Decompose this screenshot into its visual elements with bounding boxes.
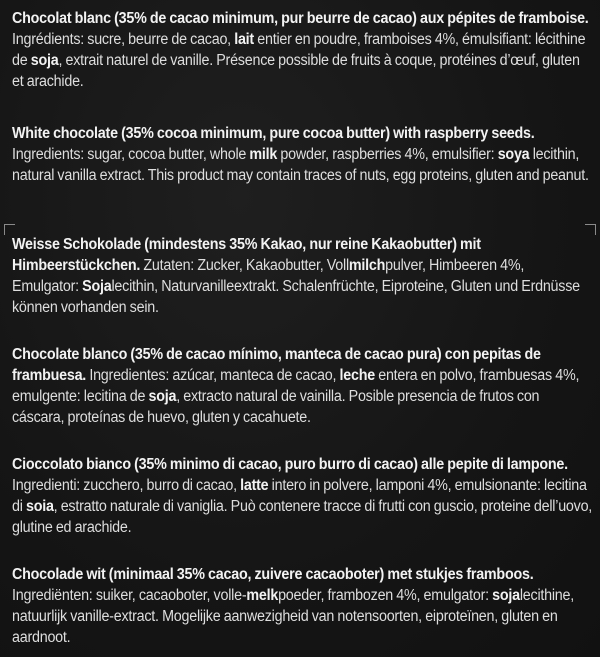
ingredients-nl-part1: Ingrediënten: suiker, cacaoboter, volle- bbox=[12, 587, 247, 604]
allergen-soy-de: Soja bbox=[82, 278, 112, 295]
allergen-milk-de: milch bbox=[348, 257, 386, 274]
block-spanish bbox=[12, 344, 592, 428]
allergen-milk-it: latte bbox=[240, 477, 269, 494]
product-name-it: Cioccolato bianco (35% minimo di cacao, puro burro di cacao) alle pepite di lampone. bbox=[12, 456, 568, 473]
allergen-milk-fr: lait bbox=[234, 31, 254, 48]
ingredients-en-part2: powder, raspberries 4%, emulsifier: bbox=[277, 146, 498, 163]
ingredients-it-part1: Ingredienti: zucchero, burro di cacao, bbox=[12, 477, 241, 494]
allergen-soy-it: soia bbox=[25, 498, 54, 515]
ingredients-nl-part3: lecithine, natuurlijk vanille-extract. Mogelijke aanwezigheid van notensoorten, eiproteïnen, gluten en aardnoot. bbox=[12, 587, 575, 646]
ingredients-fr-part3: , extrait naturel de vanille. Présence possible de fruits à coque, protéines d’œuf, gluten et arachide. bbox=[12, 52, 580, 90]
allergen-milk-en: milk bbox=[249, 146, 278, 163]
ingredients-de-part1: Zutaten: Zucker, Kakaobutter, Voll bbox=[140, 257, 349, 274]
ingredients-fr-part1: Ingrédients: sucre, beurre de cacao, bbox=[12, 31, 235, 48]
product-name-en: White chocolate (35% cocoa minimum, pure cocoa butter) with raspberry seeds. bbox=[12, 125, 535, 142]
ingredients-es-part3: , extracto natural de vainilla. Posible presencia de frutos con cáscara, proteínas de huevo, gluten y cacahuete. bbox=[12, 388, 540, 426]
product-name-nl: Chocolade wit (minimaal 35% cacao, zuivere cacaoboter) met stukjes framboos. bbox=[12, 566, 534, 583]
ingredients-en-part3: lecithin, natural vanilla extract. This product may contain traces of nuts, egg proteins, gluten and peanut. bbox=[12, 146, 589, 184]
ingredients-it-part2: intero in polvere, lamponi 4%, emulsionante: lecitina di bbox=[12, 477, 587, 515]
ingredients-de-part3: lecithin, Naturvanilleextrakt. Schalenfrüchte, Eiproteine, Gluten und Erdnüsse können vorhanden sein. bbox=[12, 278, 580, 316]
ingredients-it-part3: , estratto naturale di vaniglia. Può contenere tracce di frutti con guscio, proteine dell’uovo, glutine ed arachide. bbox=[12, 498, 593, 536]
ingredients-en-part1: Ingredients: sugar, cocoa butter, whole bbox=[12, 146, 250, 163]
ingredients-es-part1: Ingredientes: azúcar, manteca de cacao, bbox=[86, 367, 340, 384]
block-italian bbox=[12, 454, 592, 538]
ingredients-fr-part2: entier en poudre, framboises 4%, émulsifiant: lécithine de bbox=[12, 31, 586, 69]
block-french bbox=[12, 8, 592, 92]
allergen-milk-es: leche bbox=[339, 367, 375, 384]
ingredients-es-part2: entera en polvo, frambuesas 4%, emulgente: lecitina de bbox=[12, 367, 580, 405]
product-name-es: Chocolate blanco (35% de cacao mínimo, manteca de cacao pura) con pepitas de frambuesa. bbox=[12, 346, 541, 384]
product-name-fr: Chocolat blanc (35% de cacao minimum, pur beurre de cacao) aux pépites de framboise. bbox=[12, 10, 589, 27]
allergen-soy-es: soja bbox=[148, 388, 177, 405]
product-name-de: Weisse Schokolade (mindestens 35% Kakao, nur reine Kakaobutter) mit Himbeerstückchen. bbox=[12, 236, 481, 274]
block-dutch bbox=[12, 564, 592, 648]
block-english bbox=[12, 123, 592, 186]
allergen-milk-nl: melk bbox=[246, 587, 279, 604]
allergen-soy-fr: soja bbox=[30, 52, 59, 69]
allergen-soy-nl: soja bbox=[492, 587, 520, 604]
block-german bbox=[12, 234, 592, 318]
ingredients-nl-part2: poeder, frambozen 4%, emulgator: bbox=[278, 587, 493, 604]
ingredients-de-part2: pulver, Himbeeren 4%, Emulgator: bbox=[12, 257, 525, 295]
allergen-soy-en: soya bbox=[497, 146, 530, 163]
